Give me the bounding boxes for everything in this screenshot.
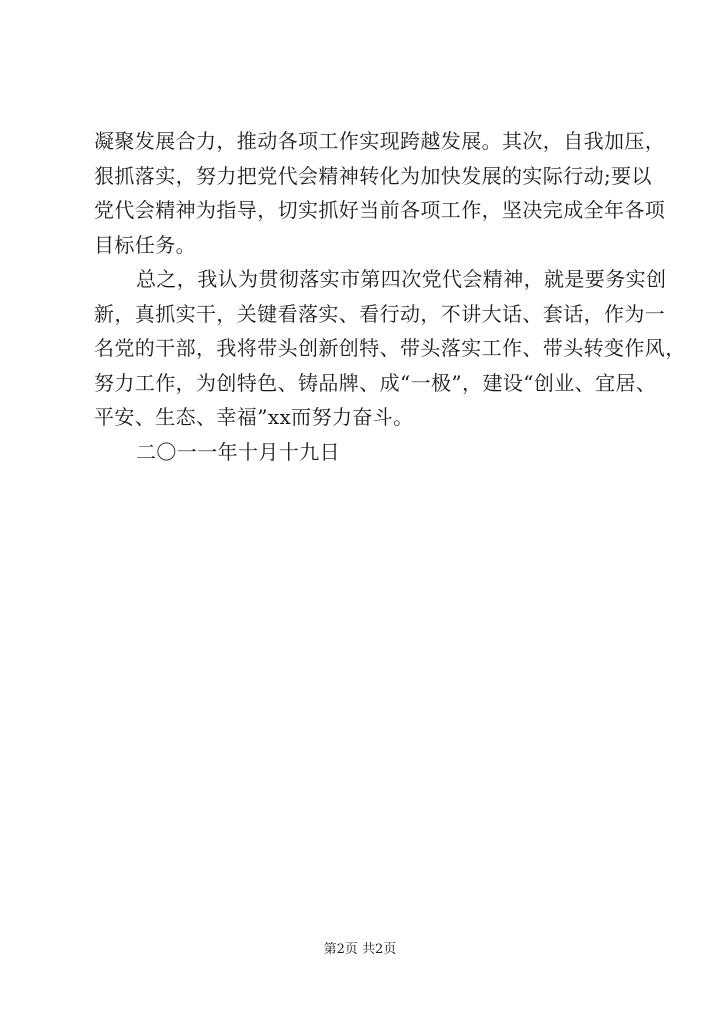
page-number-label: 第2页 共2页 <box>323 942 397 957</box>
paragraph-line: 名党的干部，我将带头创新创特、带头落实工作、带头转变作风， <box>94 336 686 360</box>
paragraph-line: 党代会精神为指导，切实抓好当前各项工作，坚决完成全年各项 <box>94 198 666 222</box>
paragraph-line: 努力工作，为创特色、铸品牌、成“一极”，建设“创业、宜居、 <box>94 370 657 395</box>
page-footer <box>0 938 720 957</box>
paragraph-line: 凝聚发展合力，推动各项工作实现跨越发展。其次，自我加压， <box>94 129 666 153</box>
paragraph-line: 狠抓落实，努力把党代会精神转化为加快发展的实际行动;要以 <box>94 163 652 188</box>
paragraph-line: 总之，我认为贯彻落实市第四次党代会精神，就是要务实创 <box>136 267 667 291</box>
document-body <box>94 124 686 469</box>
paragraph-line: 目标任务。 <box>94 232 196 257</box>
paragraph-line: 平安、生态、幸福”xx而努力奋斗。 <box>94 405 414 429</box>
paragraph-line: 新，真抓实干，关键看落实、看行动，不讲大话、套话，作为一 <box>94 301 666 326</box>
date-line: 二〇一一年十月十九日 <box>136 439 340 464</box>
